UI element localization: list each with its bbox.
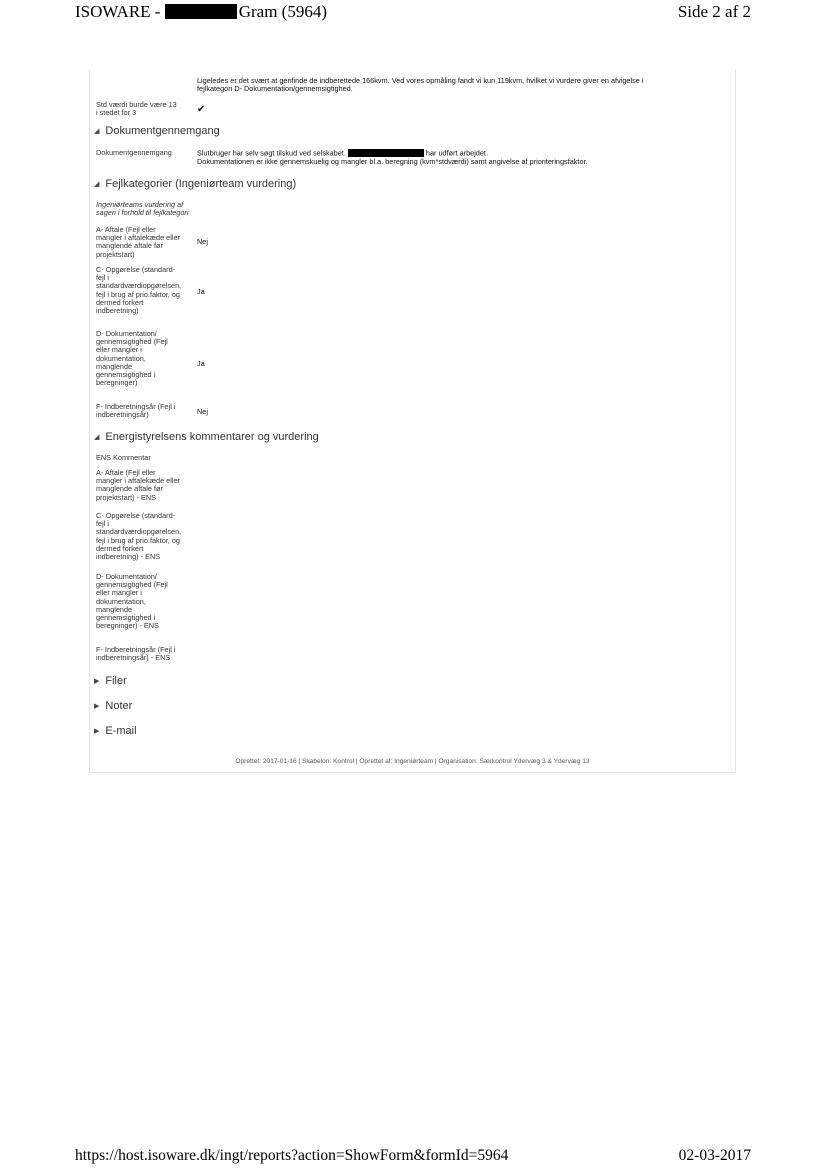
section-energistyrelsen[interactable]	[94, 431, 319, 443]
dokument-label: Dokumentgennemgang	[96, 148, 172, 157]
print-url: https://host.isoware.dk/ingt/reports?action=ShowForm&formId=5964	[75, 1147, 509, 1164]
section-noter[interactable]: ▶ Noter	[94, 700, 133, 712]
ens-comment-label: ENS Kommentar	[96, 453, 151, 462]
print-header	[75, 2, 751, 24]
triangle-down-icon: ◢	[94, 434, 100, 441]
print-date: 02-03-2017	[678, 1147, 751, 1164]
triangle-right-icon: ▶	[94, 703, 100, 710]
section-title: Energistyrelsens kommentarer og vurdering	[105, 431, 319, 443]
meta-footer: Oprettet: 2017-01-16 | Skabelon: Kontrol | Oprettet af: Ingeniørteam | Organisation: Særkontrol Ydervæg 3 & Ydervæg 13	[235, 758, 590, 765]
section-email[interactable]: ▶ E-mail	[94, 725, 137, 737]
section-title: Dokumentgennemgang	[105, 125, 220, 137]
fejl-value-f: Nej	[197, 407, 208, 416]
dokument-line-2: Dokumentationen er ikke gennemskuelig og mangler bl.a. beregning (kvm*stdværdi) samt angivelse af prioriteringsfaktor.	[197, 157, 588, 166]
form-panel: Ligeledes er det svært at genfinde de indberettede 166kvm. Ved vores opmåling fandt vi kun 119kvm, hvilket vi vurdere giver en afvigelse i fejlkategori D- Dokumentation/gennemsigtighed. Std værdi burde være 13 i stedet for 3 ✔ ◢ Dokumentgennemgang Dokumentgennemgang Slutbruger har selv søgt tilskud ved selskabet. har udført arbejdet. Dokumentationen er ikke gennemskuelig og mangler bl.a. beregning (kvm*stdværdi) samt angivelse af prioriteringsfaktor. ◢ Fejlkategorier (Ingeniørteam vurdering) Ingeniørteams vurdering af sagen i forhold til fejlkategori A- Aftale (Fejl eller mangler i aftalekæde eller manglende aftale før projektstart) Nej C- Opgørelse (standard- fejl i standardværdiopgørelsen, fejl i brug af prio.faktor, og dermed forkert indberetning) Ja D- Dokumentation/ gennemsigtighed (Fejl eller mangler i dokumentation, manglende gennemsigtighed i beregninger) Ja F- Indberetningsår (Fejl i indberetningsår) Nej ◢ Energistyrelsens kommentarer og vurdering ENS Kommentar A- Aftale (Fejl eller mangler i aftalekæde eller manglende aftale før projektstart) - ENS C- Opgørelse (standard- fejl i standardværdiopgørelsen, fejl i brug af prio.faktor, og dermed forkert indberetning) - ENS D- Dokumentation/ gennemsigtighed (Fejl eller mangler i dokumentation, manglende gennemsigtighed i beregninger) - ENS F- Indberetningsår (Fejl i indberetningsår) - ENS ▶ Filer ▶ Noter ▶ E-mail Oprettet: 2017-01-16 | Skabelon: Kontrol | Oprettet af: Ingeniørteam | Organisation: Særkontrol Ydervæg 3 & Ydervæg 13	[89, 70, 736, 773]
top-note-line-1: Ligeledes er det svært at genfinde de indberettede 166kvm. Ved vores opmåling fandt vi kun 119kvm, hvilket vi vurdere giver en afvigelse i	[197, 76, 644, 85]
fejl-value-a: Nej	[197, 237, 208, 246]
page-number: Side 2 af 2	[677, 2, 751, 21]
print-footer	[75, 1147, 751, 1169]
print-title-prefix: ISOWARE -	[75, 2, 161, 21]
section-fejlkategorier[interactable]	[94, 178, 296, 190]
fejl-value-d: Ja	[197, 359, 205, 368]
checkmark-icon: ✔	[197, 104, 206, 115]
section-filer[interactable]: ▶ Filer	[94, 675, 127, 687]
section-dokumentgennemgang[interactable]	[94, 125, 220, 137]
triangle-right-icon: ▶	[94, 678, 100, 685]
redaction-bar	[348, 149, 424, 157]
top-note-line-2: fejlkategori D- Dokumentation/gennemsigtighed.	[197, 84, 353, 94]
fejl-value-c: Ja	[197, 287, 205, 296]
std-value-label: Std værdi burde være 13 i stedet for 3	[96, 100, 177, 118]
triangle-right-icon: ▶	[94, 728, 100, 735]
print-title	[75, 2, 327, 22]
triangle-down-icon: ◢	[94, 128, 100, 135]
section-title: Fejlkategorier (Ingeniørteam vurdering)	[105, 178, 297, 190]
triangle-down-icon: ◢	[94, 181, 100, 188]
print-title-suffix: Gram (5964)	[238, 2, 327, 21]
redaction-bar	[165, 4, 237, 19]
dokument-line-1: Slutbruger har selv søgt tilskud ved selskabet. har udført arbejdet.	[197, 148, 488, 158]
